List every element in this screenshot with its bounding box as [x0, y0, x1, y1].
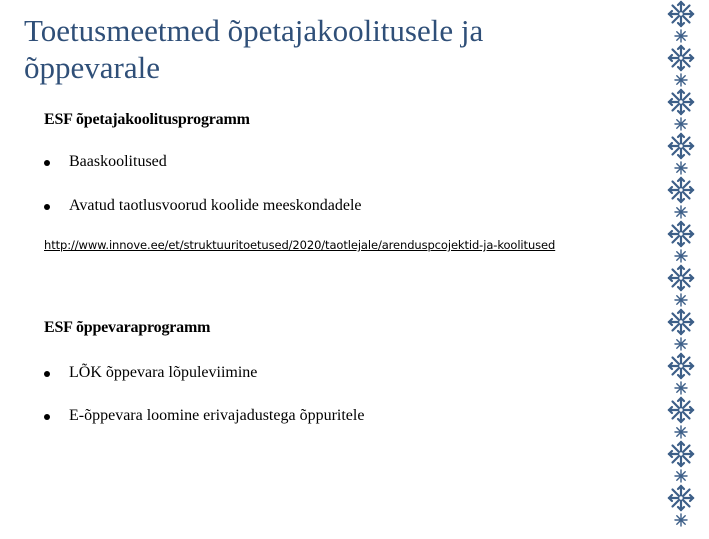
snowflake-icon	[669, 134, 693, 158]
snowflake-icon	[675, 514, 687, 526]
snowflake-icon	[675, 74, 687, 86]
snowflake-icon	[669, 2, 693, 26]
bullet-icon	[44, 371, 50, 377]
snowflake-icon	[669, 310, 693, 334]
list-item	[44, 153, 167, 171]
snowflake-icon	[669, 178, 693, 202]
section-heading-learning-materials: ESF õppevaraprogramm	[44, 319, 211, 336]
snowflake-icon	[675, 206, 687, 218]
list-item	[44, 197, 362, 215]
snowflake-icon	[669, 46, 693, 70]
snowflake-icon	[669, 266, 693, 290]
snowflake-icon	[675, 30, 687, 42]
snowflake-icon	[675, 382, 687, 394]
bullet-icon	[44, 204, 50, 210]
list-item	[44, 364, 257, 382]
snowflake-icon	[675, 294, 687, 306]
snowflake-icon	[675, 470, 687, 482]
list-item	[44, 407, 364, 425]
snowflake-icon	[675, 118, 687, 130]
snowflake-icon	[669, 398, 693, 422]
slide-title: Toetusmeetmed õpetajakoolitusele ja õppevarale	[24, 13, 484, 85]
list-item-label: E-õppevara loomine erivajadustega õppuritele	[69, 407, 365, 424]
bullet-icon	[44, 414, 50, 420]
list-item-label: Avatud taotlusvoorud koolide meeskondadele	[69, 197, 362, 214]
snowflake-icon	[675, 338, 687, 350]
program-link[interactable]: http://www.innove.ee/et/struktuuritoetused/2020/taotlejale/arenduspcojektid-ja-koolitused	[44, 238, 556, 252]
snowflake-icon	[669, 442, 693, 466]
list-item-label: LÕK õppevara lõpuleviimine	[69, 364, 258, 381]
snowflake-icon	[669, 486, 693, 510]
snowflake-icon	[669, 90, 693, 114]
list-item-label: Baaskoolitused	[69, 153, 167, 170]
snowflake-icon	[675, 162, 687, 174]
snowflake-icon	[669, 354, 693, 378]
snowflake-border	[649, 0, 709, 539]
section-heading-teacher-training: ESF õpetajakoolitusprogramm	[44, 111, 250, 128]
bullet-icon	[44, 160, 50, 166]
snowflake-icon	[675, 426, 687, 438]
snowflake-icon	[675, 250, 687, 262]
snowflake-icon	[669, 222, 693, 246]
